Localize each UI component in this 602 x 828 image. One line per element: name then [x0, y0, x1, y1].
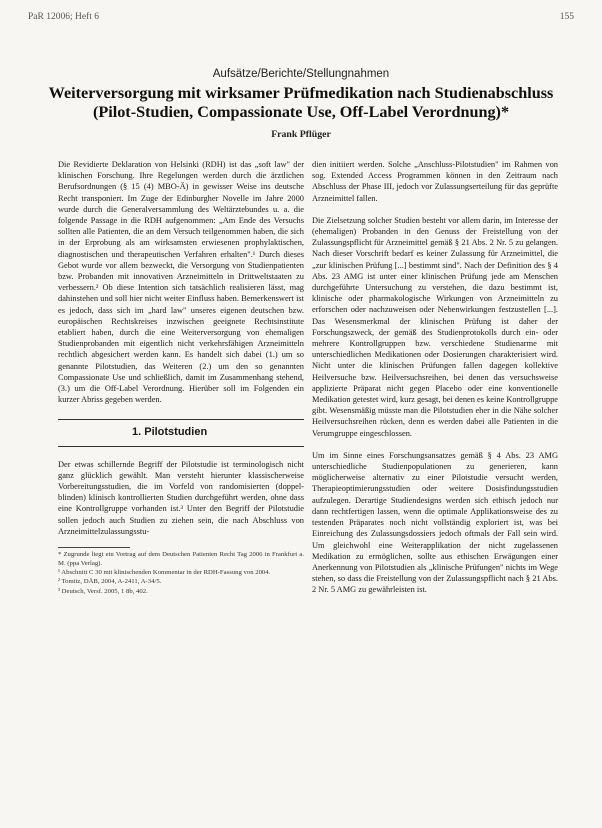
- continuation-paragraph: dien initiiert werden. Solche „Anschluss-Pilotstudien" im Rahmen von sog. Extended Access Programmen können in den Zeitraum nach Abschluss der Phase III, jedoch vor Zulassungserteilung für das geprüfte Arzneimittel fallen.: [312, 160, 558, 203]
- footnote-divider: [58, 547, 130, 548]
- section-heading: [58, 419, 304, 446]
- author-name: Frank Pflüger: [271, 129, 331, 140]
- section-heading-text: 1. Pilotstudien: [132, 426, 208, 439]
- article-title: [36, 84, 566, 121]
- intro-paragraph: Die Revidierte Deklaration von Helsinki (RDH) ist das „soft law" der klinischen Forschung. Ihre Regelungen werden durch die ärztlichen Berufsordnungen (§ 15 (4) MBO-Ä) in gewisser Weise ins deutsche Recht transponiert. Im Zuge der Edinburgher Novelle im Jahre 2000 wurde durch die Generalversammlung des Weltärztebundes u. a. die folgende Passage in die RDH aufgenommen: „Am Ende des Versuchs sollten alle Patienten, die an dem Versuch teilgenommen haben, die sich in der Erprobung als am wirksamsten erwiesenen prophylaktischen, diagnostischen und therapeutischen Verfahren erhalten".¹ Durch dieses Gebot wurde vor allem bezweckt, die Versorgung von Studienpatienten bzw. Probanden mit innovativen Arzneimitteln in Drittweltstaaten zu verbessern.² Ob diese Intention sich tatsächlich realisieren lässt, mag dahinstehen und soll hier nicht weiter Einfluss haben. Bemerkenswert ist es jedoch, dass sich im „hard law" unseres eigenen deutschen bzw. europäischen Rechtskreises inzwischen geeignete Rechtsinstitute etabliert haben, durch die eine Weiterversorgung von ehemaligen Studienprobanden mit eigentlich nicht verkehrsfähigen Arzneimitteln rechtlich abgesichert werden kann. Es handelt sich dabei (1.) um so genannte Pilotstudien, das Weiteren (2.) um den so genannten Compassionate Use und schließlich, damit im Zusammenhang stehend, (3.) um die Off-Label Verordnung. Hierüber soll im Folgenden ein kurzer Abriss gegeben werden.: [58, 160, 304, 405]
- left-column: [58, 159, 304, 597]
- page-number: 155: [559, 12, 574, 22]
- footnote: ² Tomitz, DÄB, 2004, A-2411, A-34/5.: [58, 578, 162, 586]
- section-label: Aufsätze/Berichte/Stellungnahmen: [212, 68, 390, 80]
- right-column: [312, 159, 558, 607]
- title-line-1: Weiterversorgung mit wirksamer Prüfmedikation nach Studienabschluss: [48, 84, 554, 102]
- running-head: [28, 12, 574, 22]
- footnotes: [58, 551, 304, 596]
- footnote: * Zugrunde liegt ein Vortrag auf dem Deutschen Patienten Recht Tag 2006 in Frankfurt a. M. (ppa Verlag).: [58, 551, 304, 567]
- title-line-2: (Pilot-Studien, Compassionate Use, Off-Label Verordnung)*: [92, 102, 510, 121]
- pilotstudien-paragraph: Der etwas schillernde Begriff der Pilotstudie ist terminologisch nicht ganz glücklich gewählt. Man versteht hierunter klassischerweise Vorbereitungsstudien, die im Vorfeld von randomisierten (doppel-blinden) klinisch kontrollierten Studien durchgeführt werden, ohne dass eine Kontrollgruppe vorhanden ist.³ Unter den Begriff der Pilotstudie sollen jedoch auch Studien zu ziehen sein, die nach Abschluss von Arzneimittelzulassungsstu-: [58, 459, 304, 536]
- zielsetzung-paragraph: Die Zielsetzung solcher Studien besteht vor allem darin, im Interesse der (ehemaligen) Probanden in den Genuss der Freistellung von der Zulassungspflicht für Arzneimittel gemäß § 21 Abs. 2 Nr. 5 zu gelangen. Nach dieser Vorschrift bedarf es keiner Zulassung für Arzneimittel, die „zur klinischen Prüfung [...] bestimmt sind". Nach der Definition des § 4 Abs. 23 AMG ist unter einer klinischen Prüfung jede am Menschen durchgeführte Untersuchung zu verstehen, die dazu bestimmt ist, klinische oder pharmakologische Wirkungen von Arzneimitteln zu erforschen oder nachzuweisen oder Nebenwirkungen festzustellen [...]. Das Wesensmerkmal der klinischen Prüfung ist daher der Forschungszweck, der gemäß des Studienprotokolls durch ein- oder mehrere Kontrollgruppen bzw. verschiedene Studienarme mit unterschiedlichen Medikationen oder Dosierungen charakterisiert wird. Nicht unter die klinischen Prüfungen fallen dagegen kollektive Heilversuche bzw. Heilversuchsreihen, bei denen das versuchsweise applizierte Präparat nicht gegen Placebo oder eine konventionelle Medikation getestet wird, kurz gesagt, bei denen es keine Kontrollgruppe gibt. Wesensmäßig müsste man die Pilotstudien eher in die Nähe solcher Heilversuchsreihen rücken, denn es werden dabei alle Patienten in die Verumgruppe eingeschlossen.: [312, 215, 558, 438]
- footnote: ³ Deutsch, Versf. 2005, 1 8b, 402.: [58, 587, 148, 595]
- journal-reference: PaR 12006; Heft 6: [28, 12, 99, 22]
- footnote: ¹ Abschnitt C 30 mit klinischenden Kommentar in der RDH-Fassung von 2004.: [58, 568, 271, 576]
- forschungsansatz-paragraph: Um im Sinne eines Forschungsansatzes gemäß § 4 Abs. 23 AMG unterschiedliche Studienpopulationen zu generieren, kann möglicherweise alternativ zu einer Pilotstudie versucht werden, Therapieoptimierungsstudien oder weitere Dosisfindungsstudien aufzulegen. Derartige Studiendesigns werden sich ethisch jedoch nur dann rechtfertigen lassen, wenn die optimale Applikationsweise des zu testenden Präparates noch nicht vollständig exploriert ist, was bei Einreichung des Zulassungsdossiers jedoch oftmals der Fall sein wird. Um gleichwohl eine Weiterapplikation der nicht zugelassenen Medikation zu ermöglichen, sollte aus ethischen Erwägungen einer Anerkennung von Pilotstudien als „klinische Prüfungen" nichts im Wege stehen, so dass die Freistellung von der Zulassungspflicht nach § 21 Abs. 2 Nr. 5 AMG zu gewährleisten ist.: [312, 450, 558, 595]
